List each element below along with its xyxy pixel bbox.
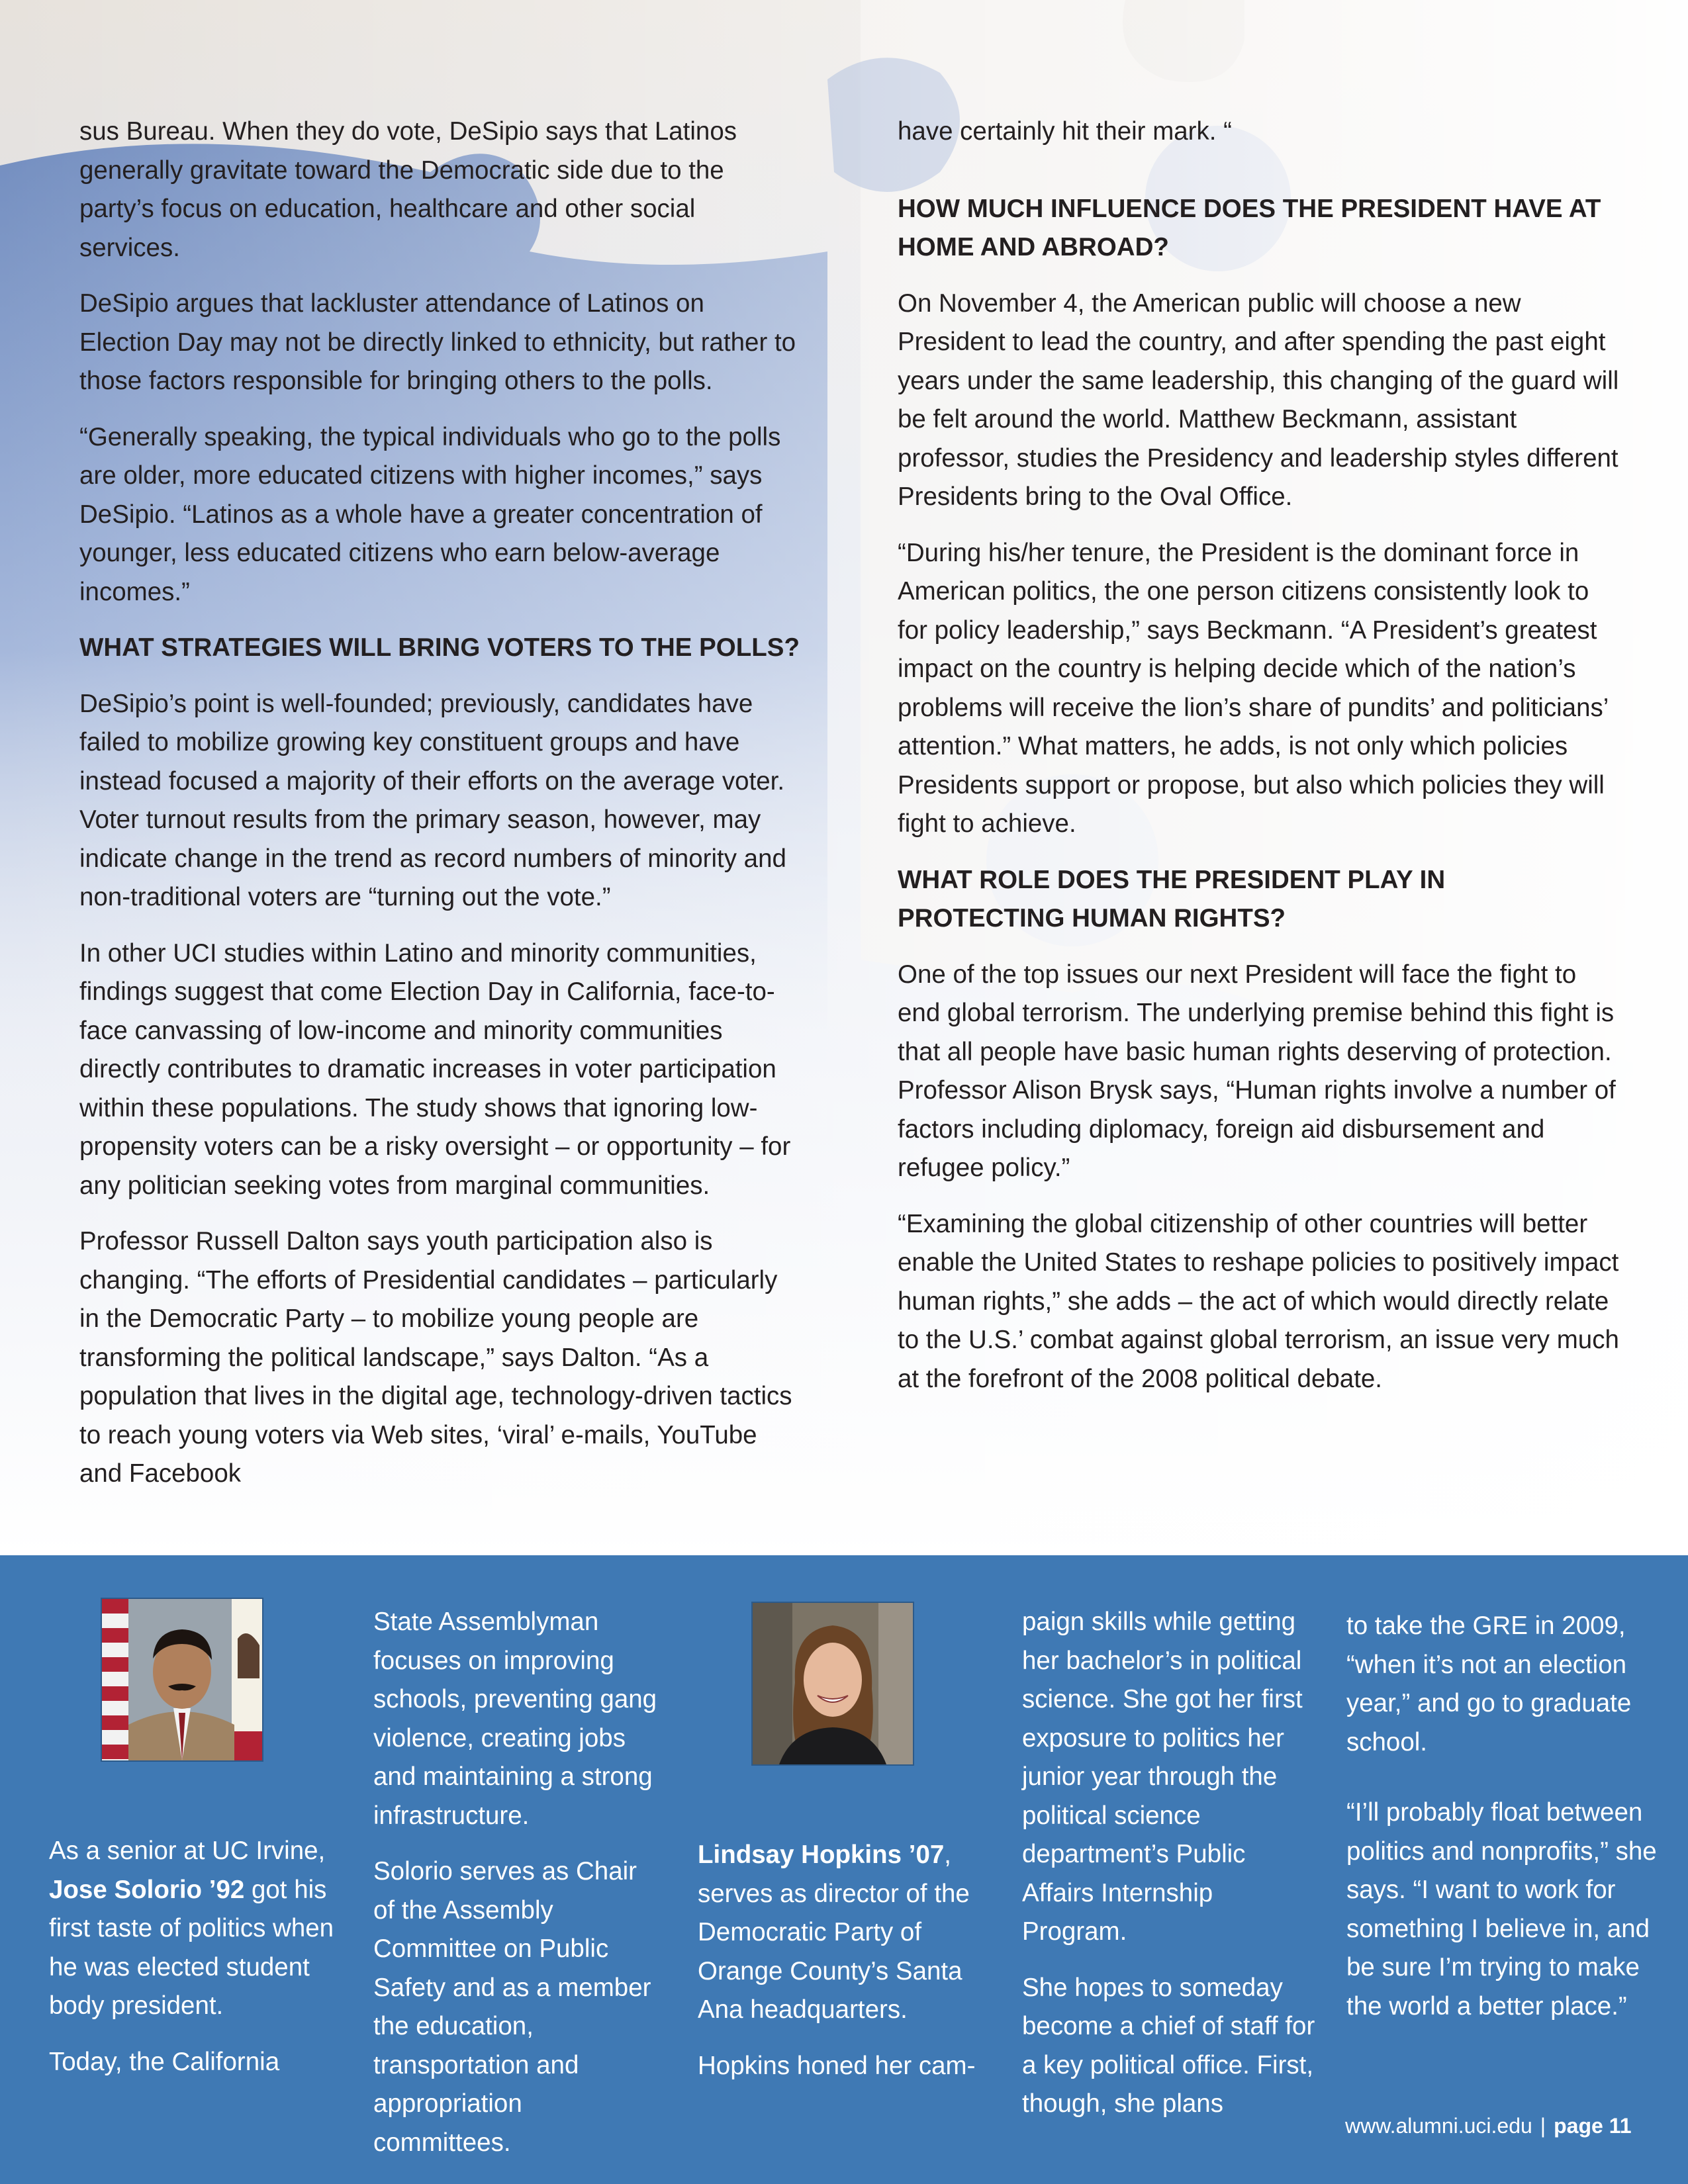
- paragraph: to take the GRE in 2009, “when it’s not an election year,” and go to graduate school.: [1346, 1612, 1632, 1756]
- section-heading: WHAT ROLE DOES THE PRESIDENT PLAY IN PROTECTING HUMAN RIGHTS?: [898, 865, 1446, 933]
- paragraph: Hopkins honed her cam-: [698, 2051, 976, 2080]
- footer-separator: |: [1540, 2114, 1546, 2138]
- paragraph: Solorio serves as Chair of the Assembly Committee on Public Safety and as a member the education, transportation and appropriation committees.: [373, 1857, 651, 2157]
- alumni-profiles-band: [0, 1555, 1688, 2184]
- paragraph: On November 4, the American public will choose a new President to lead the country, and after spending the past eight years under the same leadership, this changing of the guard will be felt around the world. Matthew Beckmann, assistant professor, studies the Presidency and leadership styles different Presidents bring to the Oval Office.: [898, 289, 1619, 511]
- profile-column-2: [373, 1603, 665, 2179]
- paragraph: She hopes to someday become a chief of staff for a key political office. First, though, she plans: [1022, 1973, 1315, 2118]
- website-url[interactable]: www.alumni.uci.edu: [1345, 2114, 1532, 2138]
- article-column-right: [898, 113, 1619, 1416]
- jose-solorio-photo: [101, 1598, 263, 1762]
- profile-intro: Lindsay Hopkins ’07, serves as director of the Democratic Party of Orange County’s Santa Ana headquarters.: [698, 1841, 970, 2024]
- lindsay-hopkins-photo: [751, 1602, 914, 1766]
- paragraph: Today, the California: [49, 2047, 280, 2076]
- profile-intro: As a senior at UC Irvine, Jose Solorio ’92 got his first taste of politics when he was elected student body president.: [49, 1837, 334, 2020]
- paragraph: DeSipio’s point is well-founded; previously, candidates have failed to mobilize growing key constituent groups and have instead focused a majority of their efforts on the average voter. Voter turnout results from the primary season, however, may indicate change in the trend as record numbers of minority and non-traditional voters are “turning out the vote.”: [79, 689, 786, 911]
- alumnus-name: Jose Solorio ’92: [49, 1875, 245, 1904]
- article-column-left: [79, 113, 801, 1511]
- paragraph: “During his/her tenure, the President is the dominant force in American politics, the one person citizens consistently look to for policy leadership,” says Beckmann. “A President’s greatest impact on the country is helping decide which of the nation’s problems will receive the lion’s share of pundits’ and politicians’ attention.” What matters, he adds, is not only which policies Presidents support or propose, but also which policies they will fight to achieve.: [898, 538, 1608, 838]
- section-heading: WHAT STRATEGIES WILL BRING VOTERS TO THE POLLS?: [79, 633, 800, 662]
- paragraph: have certainly hit their mark. “: [898, 117, 1232, 146]
- section-heading: HOW MUCH INFLUENCE DOES THE PRESIDENT HAVE AT HOME AND ABROAD?: [898, 194, 1601, 261]
- paragraph: sus Bureau. When they do vote, DeSipio says that Latinos generally gravitate toward the Democratic side due to the party’s focus on education, healthcare and other social services.: [79, 117, 737, 262]
- paragraph: One of the top issues our next President will face the fight to end global terrorism. The underlying premise behind this fight is that all people have basic human rights deserving of protection. Professor Alison Brysk says, “Human rights involve a number of factors including diplomacy, foreign aid disbursement and refugee policy.”: [898, 960, 1616, 1182]
- profile-column-1: [49, 1832, 340, 2099]
- alumnus-name: Lindsay Hopkins ’07: [698, 1841, 945, 1869]
- paragraph: Professor Russell Dalton says youth participation also is changing. “The efforts of Presidential candidates – particularly in the Democratic Party – to mobilize young people are transforming the political landscape,” says Dalton. “As a population that lives in the digital age, technology-driven tactics to reach young voters via Web sites, ‘viral’ e-mails, YouTube and Facebook: [79, 1227, 792, 1488]
- paragraph: paign skills while getting her bachelor’s in political science. She got her first exposure to politics her junior year through the political science department’s Public Affairs Internship Program.: [1022, 1608, 1303, 1946]
- paragraph: “Generally speaking, the typical individuals who go to the polls are older, more educated citizens with higher incomes,” says DeSipio. “Latinos as a whole have a greater concentration of younger, less educated citizens who earn below-average incomes.”: [79, 422, 781, 606]
- page-footer: [1345, 2113, 1632, 2139]
- profile-column-4: [1022, 1603, 1320, 2141]
- paragraph: In other UCI studies within Latino and minority communities, findings suggest that come Election Day in California, face-to-face canvassing of low-income and minority communities directly contributes to dramatic increases in voter participation within these populations. The study shows that ignoring low-propensity voters can be a risky oversight – or opportunity – for any politician seeking votes from marginal communities.: [79, 938, 791, 1200]
- california-flag-icon: [232, 1599, 262, 1760]
- us-flag-icon: [102, 1599, 128, 1760]
- paragraph: “I’ll probably float between politics and nonprofits,” she says. “I want to work for something I believe in, and be sure I’m trying to make the world a better place.”: [1346, 1798, 1657, 2021]
- paragraph: DeSipio argues that lackluster attendance of Latinos on Election Day may not be directly linked to ethnicity, but rather to those factors responsible for bringing others to the polls.: [79, 289, 796, 395]
- profile-column-5: [1346, 1607, 1658, 2043]
- page-number: page 11: [1554, 2114, 1632, 2138]
- paragraph: State Assemblyman focuses on improving schools, preventing gang violence, creating jobs and maintaining a strong infrastructure.: [373, 1608, 657, 1830]
- profile-column-3: [698, 1836, 989, 2103]
- paragraph: “Examining the global citizenship of other countries will better enable the United States to reshape policies to positively impact human rights,” she adds – the act of which would directly relate to the U.S.’ combat against global terrorism, an issue very much at the forefront of the 2008 political debate.: [898, 1209, 1619, 1393]
